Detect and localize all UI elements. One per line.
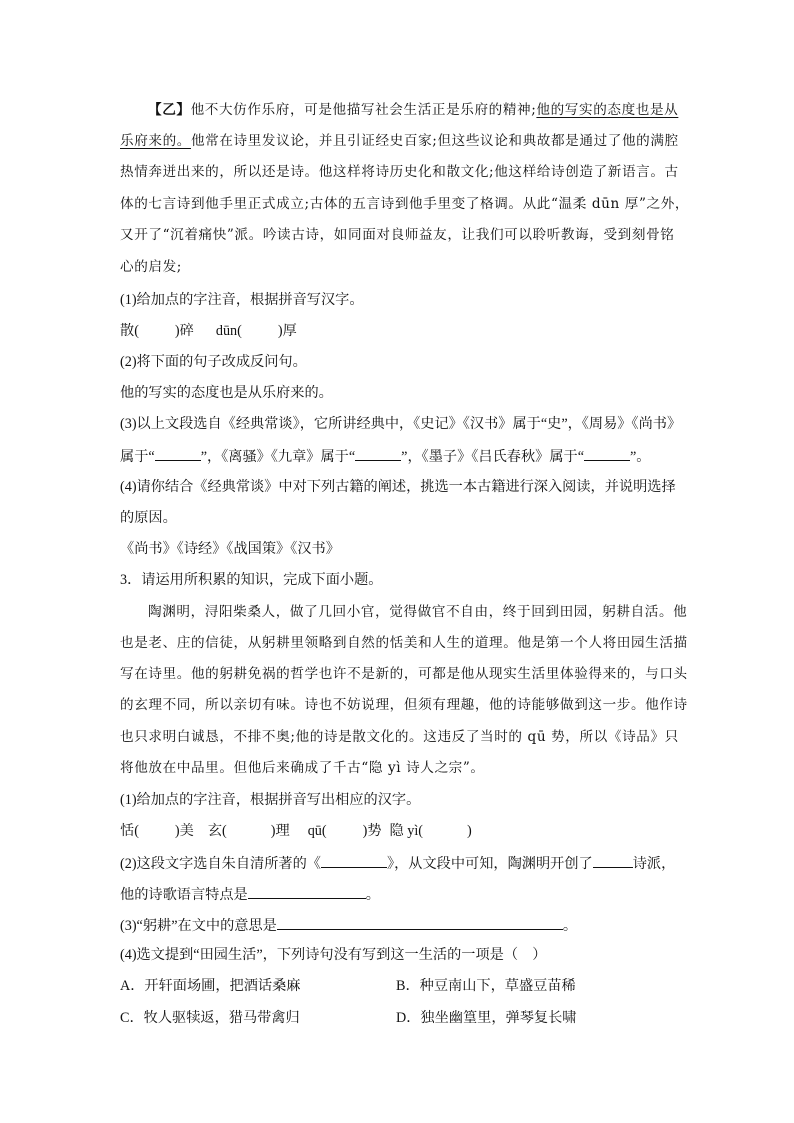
fill-blank[interactable] — [248, 883, 366, 899]
answer-slot-label: )厚 — [277, 323, 297, 339]
underlined-sentence: 他的写实的态度也是从 — [536, 102, 679, 118]
q3-passage-line-2: 也是老、庄的信徒，从躬耕里领略到自然的恬美和人生的道理。他是第一个人将田园生活描 — [120, 635, 688, 651]
passage-b-line-1 — [148, 100, 678, 120]
fill-blank[interactable] — [584, 445, 630, 461]
q3-sub2-line2 — [120, 883, 380, 905]
text: 》，从文段中可知，陶渊明开创了 — [386, 856, 593, 872]
text: 诗派， — [632, 856, 676, 872]
q2-sub1: (1)给加点的字注音，根据拼音写汉字。 — [120, 292, 364, 308]
passage-b-line-5: 又开了“沉着痛快”派。吟读古诗，如同面对良师益友，让我们可以聆听教诲，受到刻骨铭 — [120, 227, 675, 243]
answer-slot-label: 玄( — [207, 823, 227, 839]
passage-label: 【乙】 — [148, 102, 191, 118]
q3-sub2-line1 — [120, 852, 675, 874]
q2-sub4-books: 《尚书》《诗经》《战国策》《汉书》 — [120, 541, 340, 557]
answer-slot-label: )势 — [362, 823, 382, 839]
answer-slot-label: )美 — [174, 823, 194, 839]
option-c[interactable]: C．牧人驱犊返，猎马带禽归 — [120, 1010, 300, 1026]
passage-b-line-6: 心的启发; — [120, 259, 182, 275]
answer-slot-label: ) — [467, 823, 472, 839]
text: ”，《墨子》《吕氏春秋》属于“ — [401, 449, 584, 465]
text: 他的诗歌语言特点是 — [120, 887, 248, 903]
answer-slot-label: )碎 — [174, 323, 194, 339]
q2-sub2: (2)将下面的句子改成反问句。 — [120, 354, 307, 370]
passage-b-line-2 — [120, 131, 679, 151]
answer-slot-label: 恬( — [120, 823, 139, 839]
q2-sub4-line2: 的原因。 — [120, 510, 177, 526]
q2-sub2-sentence: 他的写实的态度也是从乐府来的。 — [120, 385, 333, 401]
text: (2)这段文字选自朱自清所著的《 — [120, 856, 321, 872]
q2-sub3-line1: (3)以上文段选自《经典常谈》，它所讲经典中，《史记》《汉书》属于“史”，《周易》《尚书》 — [120, 416, 682, 432]
text: ”，《离骚》《九章》属于“ — [200, 449, 356, 465]
answer-slot-label: )理 — [270, 823, 290, 839]
text: (3)“躬耕”在文中的意思是 — [120, 918, 277, 934]
answer-slot-label: qū( — [307, 823, 327, 839]
q3-passage-line-6: 将他放在中品里。但他后来确成了千古“隐 yì 诗人之宗”。 — [120, 760, 485, 776]
answer-slot-label: dūn( — [215, 323, 242, 339]
text: 。 — [365, 887, 380, 903]
fill-blank[interactable] — [277, 914, 563, 930]
fill-blank[interactable] — [355, 445, 401, 461]
q3-passage-line-3: 写在诗里。他的躬耕免祸的哲学也许不是新的，可都是他从现实生活里体验得来的，与口头 — [120, 666, 688, 682]
option-d[interactable]: D．独坐幽篁里，弹琴复长啸 — [396, 1010, 577, 1026]
text: ”。 — [630, 449, 651, 465]
passage-text: 他不大仿作乐府，可是他描写社会生活正是乐府的精神; — [190, 102, 537, 118]
q2-sub4-line1: (4)请你结合《经典常谈》中对下列古籍的阐述，挑选一本古籍进行深入阅读，并说明选择 — [120, 479, 676, 495]
q3-title: 3．请运用所积累的知识，完成下面小题。 — [120, 572, 383, 588]
underlined-sentence-end: 乐府来的。 — [120, 133, 191, 149]
fill-blank[interactable] — [321, 852, 387, 868]
option-b[interactable]: B．种豆南山下，草盛豆苗稀 — [396, 978, 576, 994]
q3-sub1-items — [120, 821, 472, 841]
q3-passage-line-5: 也只求明白诚恳，不排不奥;他的诗是散文化的。这违反了当时的 qū 势，所以《诗品》只 — [120, 729, 679, 745]
fill-blank[interactable] — [593, 852, 633, 868]
q3-passage-line-1: 陶渊明，浔阳柴桑人，做了几回小官，觉得做官不自由，终于回到田园，躬耕自活。他 — [148, 604, 688, 620]
option-a[interactable]: A．开轩面场圃，把酒话桑麻 — [120, 978, 301, 994]
passage-text: 他常在诗里发议论，并且引证经史百家;但这些议论和典故都是通过了他的满腔 — [190, 133, 679, 149]
text: 属于“ — [120, 449, 155, 465]
q3-passage-line-4: 的玄理不同，所以亲切有味。诗也不妨说理，但须有理趣，他的诗能够做到这一步。他作诗 — [120, 697, 688, 713]
passage-b-line-3: 热情奔迸出来的，所以还是诗。他这样将诗历史化和散文化;他这样给诗创造了新语言。古 — [120, 164, 679, 180]
text: 。 — [562, 918, 578, 934]
answer-slot-label: 散( — [120, 323, 139, 339]
q3-sub3 — [120, 914, 577, 936]
passage-b-line-4: 体的七言诗到他手里正式成立;古体的五言诗到他手里变了格调。从此“温柔 dūn 厚”之外， — [120, 196, 690, 212]
fill-blank[interactable] — [155, 445, 201, 461]
q3-sub4: (4)选文提到“田园生活”，下列诗句没有写到这一生活的一项是（ ） — [120, 947, 547, 963]
q3-sub1: (1)给加点的字注音，根据拼音写出相应的汉字。 — [120, 792, 421, 808]
q2-sub1-items — [120, 321, 297, 341]
q2-sub3-line2 — [120, 445, 651, 467]
answer-slot-label: 隐 yì( — [389, 823, 424, 839]
